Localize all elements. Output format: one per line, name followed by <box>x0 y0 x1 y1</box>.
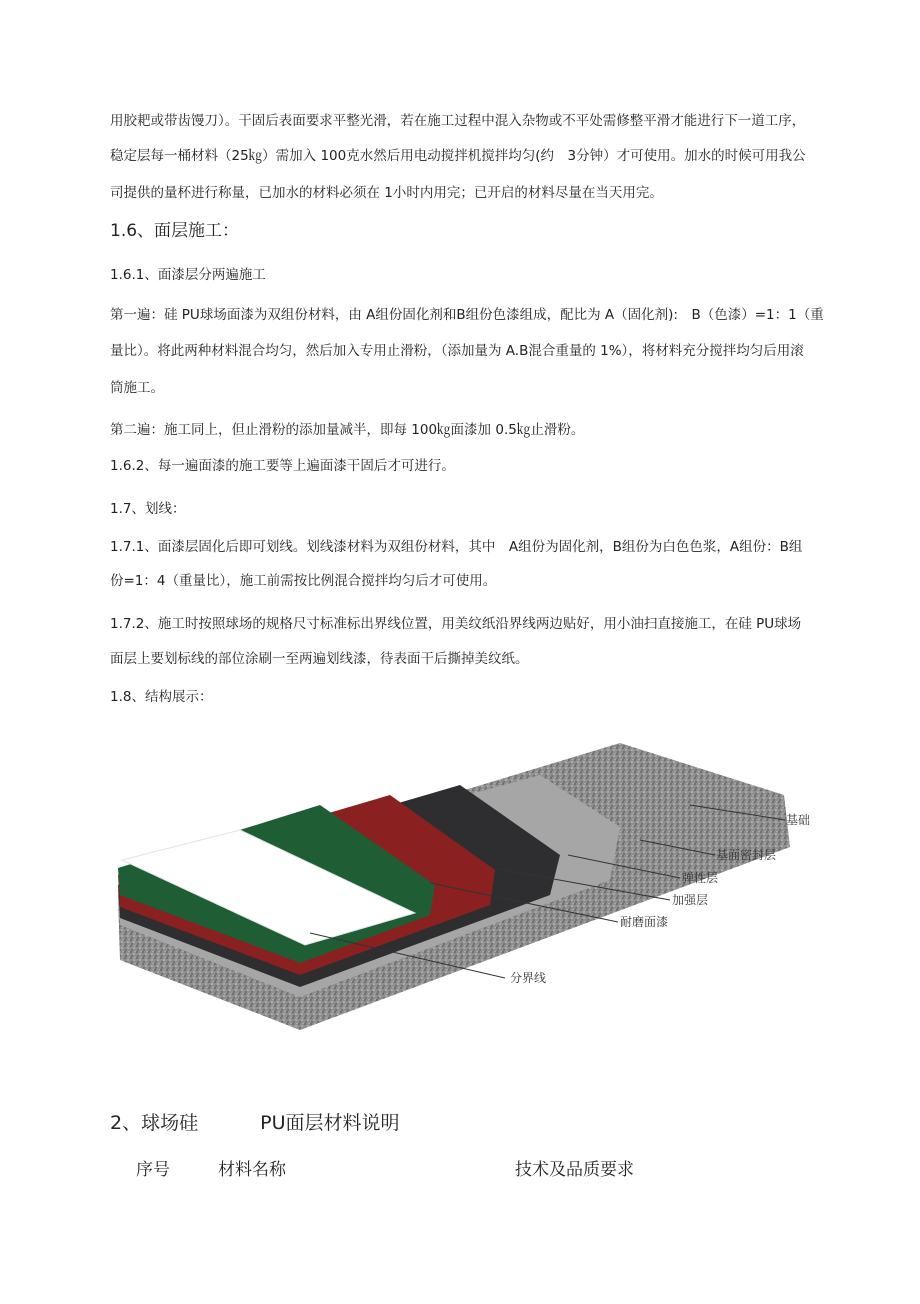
table-header-index: 序号 <box>136 1160 170 1180</box>
table-header-material: 材料名称 <box>218 1160 286 1180</box>
paragraph-line: 1.7.2、施工时按照球场的规格尺寸标准标出界线位置，用美纹纸沿界线两边贴好，用小油扫直接施工，在硅 PU球场 <box>110 616 802 632</box>
section-2-heading <box>110 1108 400 1135</box>
paragraph-line: 第一遍：硅 PU球场面漆为双组份材料，由 A组份固化剂和B组份色漆组成，配比为 A（固化剂): B（色漆）=1：1（重 <box>110 307 824 323</box>
label-elastic: 弹性层 <box>682 871 719 885</box>
label-base: 基础 <box>786 813 811 827</box>
paragraph-line: 司提供的量杯进行称量，已加水的材料必须在 1小时内用完；已开启的材料尽量在当天用完。 <box>110 185 663 201</box>
heading-1-6: 1.6、面层施工： <box>110 221 240 241</box>
paragraph-line: 用胶耙或带齿馒刀）。干固后表面要求平整光滑，若在施工过程中混入杂物或不平处需修整平滑才能进行下一道工序， <box>110 113 806 129</box>
heading-1-8: 1.8、结构展示： <box>110 689 213 705</box>
label-seal: 基面密封层 <box>716 848 777 862</box>
paragraph-line: 筒施工。 <box>110 380 164 396</box>
paragraph-line: 稳定层每一桶材料（25㎏）需加入 100克水然后用电动搅拌机搅拌均匀(约 3分钟）才可使用。加水的时候可用我公 <box>110 148 806 164</box>
label-wear: 耐磨面漆 <box>620 915 669 929</box>
paragraph-line: 1.7.1、面漆层固化后即可划线。划线漆材料为双组份材料，其中 A组份为固化剂，B组份为白色色浆，A组份：B组 <box>110 539 803 555</box>
paragraph-line: 第二遍：施工同上，但止滑粉的添加量减半，即每 100㎏面漆加 0.5㎏止滑粉。 <box>110 422 585 438</box>
section-2-title-b: PU面层材料说明 <box>260 1112 400 1134</box>
paragraph-line: 量比）。将此两种材料混合均匀，然后加入专用止滑粉，（添加量为 A.B混合重量的 1%），将材料充分搅拌均匀后用滚 <box>110 343 804 359</box>
paragraph-line: 面层上要划标线的部位涂刷一至两遍划线漆，待表面干后撕掉美纹纸。 <box>110 651 529 667</box>
paragraph-line: 份=1：4（重量比），施工前需按比例混合搅拌均匀后才可使用。 <box>110 573 497 589</box>
table-header-requirements: 技术及品质要求 <box>515 1160 634 1180</box>
layer-structure-diagram <box>100 735 820 1045</box>
section-2-title-a: 2、球场硅 <box>110 1112 199 1134</box>
heading-1-6-2: 1.6.2、每一遍面漆的施工要等上遍面漆干固后才可进行。 <box>110 458 455 474</box>
heading-1-7: 1.7、划线： <box>110 501 186 517</box>
heading-1-6-1: 1.6.1、面漆层分两遍施工 <box>110 267 266 283</box>
label-reinforce: 加强层 <box>672 893 709 907</box>
label-boundary: 分界线 <box>510 971 547 985</box>
